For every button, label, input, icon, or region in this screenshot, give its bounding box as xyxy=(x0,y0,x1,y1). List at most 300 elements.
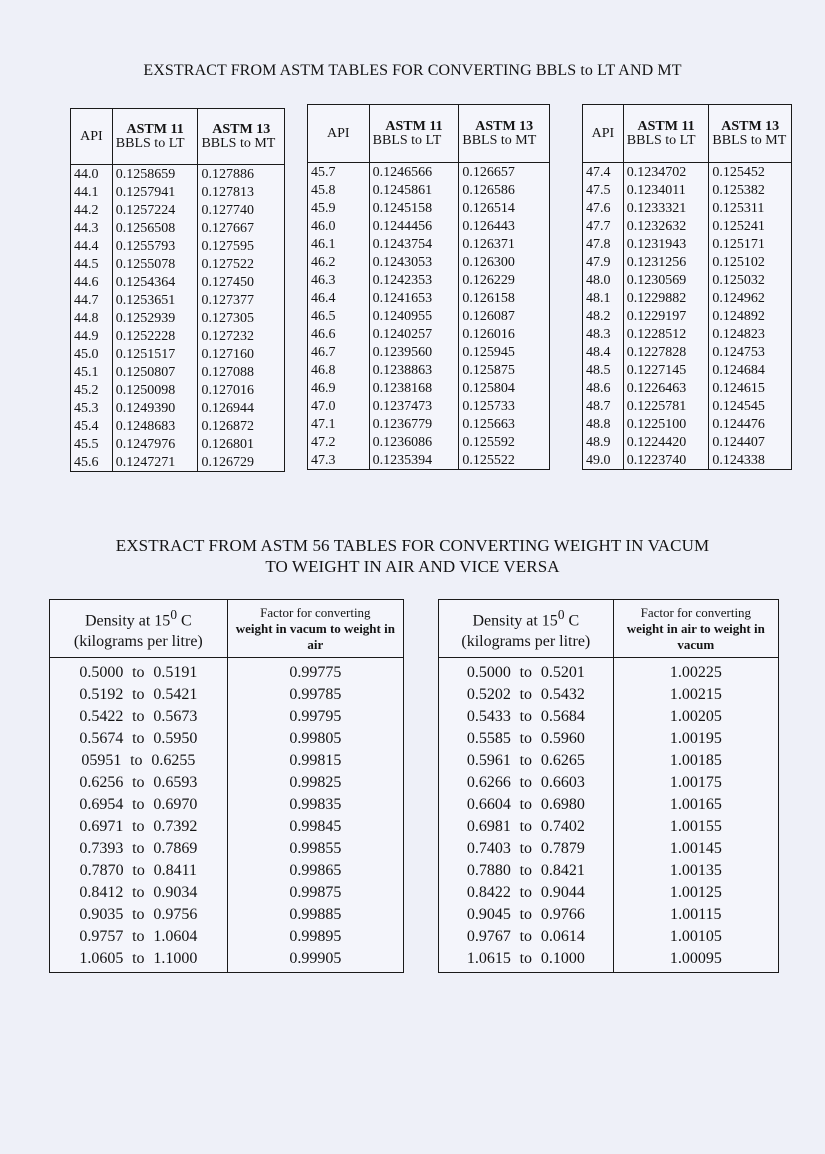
bbls-to-mt-cell: 0.126801 xyxy=(198,435,285,453)
density-from: 0.5585 xyxy=(466,729,511,747)
api-cell: 45.0 xyxy=(71,345,113,363)
table-row xyxy=(439,793,779,815)
factor-header: Factor for converting weight in vacum to weight in air xyxy=(227,600,403,658)
density-from: 0.5422 xyxy=(79,707,124,725)
title-bbls-conversion: EXSTRACT FROM ASTM TABLES FOR CONVERTING BBLS to LT AND MT xyxy=(143,62,682,79)
bbls-to-lt-cell: 0.1240955 xyxy=(369,307,459,325)
table-row xyxy=(439,683,779,705)
table-row xyxy=(583,433,792,451)
table-row xyxy=(308,271,550,289)
density-to: 0.9766 xyxy=(540,905,585,923)
factor-cell: 0.99885 xyxy=(227,903,403,925)
bbls-to-mt-cell: 0.127740 xyxy=(198,201,285,219)
table-row xyxy=(308,325,550,343)
api-cell: 45.3 xyxy=(71,399,113,417)
api-cell: 46.4 xyxy=(308,289,370,307)
density-range-cell xyxy=(439,749,614,771)
api-header: API xyxy=(583,105,624,163)
table-row xyxy=(439,658,779,684)
bbls-to-lt-cell: 0.1238168 xyxy=(369,379,459,397)
bbls-to-mt-cell: 0.124684 xyxy=(709,361,792,379)
bbls-to-lt-cell: 0.1250098 xyxy=(112,381,198,399)
density-to: 0.6980 xyxy=(540,795,585,813)
table-row xyxy=(308,415,550,433)
api-cell: 48.7 xyxy=(583,397,624,415)
density-range-cell xyxy=(50,749,228,771)
to-word: to xyxy=(519,795,533,813)
api-cell: 45.2 xyxy=(71,381,113,399)
bbls-to-mt-cell: 0.125733 xyxy=(459,397,550,415)
density-range-cell xyxy=(439,658,614,684)
factor-cell: 1.00205 xyxy=(613,705,778,727)
api-cell: 45.8 xyxy=(308,181,370,199)
bbls-to-mt-cell: 0.127886 xyxy=(198,165,285,184)
bbls-to-mt-cell: 0.125382 xyxy=(709,181,792,199)
factor-cell: 0.99795 xyxy=(227,705,403,727)
to-word: to xyxy=(132,949,145,967)
table-row xyxy=(71,327,285,345)
table-row xyxy=(583,307,792,325)
to-word: to xyxy=(519,729,533,747)
density-from: 0.6954 xyxy=(79,795,124,813)
to-word: to xyxy=(132,685,145,703)
bbls-to-mt-cell: 0.127160 xyxy=(198,345,285,363)
table-row xyxy=(71,363,285,381)
density-to: 0.7392 xyxy=(153,817,198,835)
api-table-3 xyxy=(582,104,792,470)
density-from: 0.6604 xyxy=(466,795,511,813)
api-cell: 48.3 xyxy=(583,325,624,343)
bbls-to-mt-cell: 0.125171 xyxy=(709,235,792,253)
table-row xyxy=(583,379,792,397)
bbls-to-lt-cell: 0.1255793 xyxy=(112,237,198,255)
bbls-to-lt-cell: 0.1227828 xyxy=(623,343,709,361)
astm11-header: ASTM 11 BBLS to LT xyxy=(369,105,459,163)
bbls-to-lt-cell: 0.1246566 xyxy=(369,163,459,182)
bbls-to-lt-cell: 0.1247976 xyxy=(112,435,198,453)
table-row xyxy=(71,435,285,453)
factor-cell: 0.99785 xyxy=(227,683,403,705)
bbls-to-lt-cell: 0.1231256 xyxy=(623,253,709,271)
table-row xyxy=(50,925,404,947)
table-row xyxy=(308,217,550,235)
density-from: 0.7870 xyxy=(79,861,124,879)
factor-cell: 1.00105 xyxy=(613,925,778,947)
table-row xyxy=(308,451,550,470)
bbls-to-mt-cell: 0.127813 xyxy=(198,183,285,201)
bbls-to-lt-cell: 0.1253651 xyxy=(112,291,198,309)
table-row xyxy=(71,237,285,255)
bbls-to-lt-cell: 0.1235394 xyxy=(369,451,459,470)
api-cell: 46.2 xyxy=(308,253,370,271)
table-row xyxy=(50,881,404,903)
density-range-cell xyxy=(50,683,228,705)
to-word: to xyxy=(130,751,143,769)
density-to: 0.7869 xyxy=(153,839,198,857)
bbls-to-lt-cell: 0.1256508 xyxy=(112,219,198,237)
api-cell: 44.9 xyxy=(71,327,113,345)
density-to: 0.6970 xyxy=(153,795,198,813)
density-to: 0.6603 xyxy=(540,773,585,791)
bbls-to-mt-cell: 0.126514 xyxy=(459,199,550,217)
density-range-cell xyxy=(439,705,614,727)
factor-cell: 0.99875 xyxy=(227,881,403,903)
bbls-to-lt-cell: 0.1234702 xyxy=(623,163,709,182)
api-cell: 47.3 xyxy=(308,451,370,470)
table-row xyxy=(439,749,779,771)
density-table-air-to-vacuum xyxy=(438,599,779,973)
table-row xyxy=(71,345,285,363)
density-from: 1.0615 xyxy=(466,949,511,967)
table-row xyxy=(439,903,779,925)
density-from: 0.9045 xyxy=(466,905,511,923)
bbls-to-lt-cell: 0.1229882 xyxy=(623,289,709,307)
table-row xyxy=(583,163,792,182)
density-to: 0.9756 xyxy=(153,905,198,923)
table-row xyxy=(308,433,550,451)
factor-cell: 1.00225 xyxy=(613,658,778,684)
factor-cell: 0.99845 xyxy=(227,815,403,837)
table-row xyxy=(71,309,285,327)
density-header: Density at $15^0$ C (kilograms per litre) xyxy=(50,600,228,658)
title-density-conversion-line2: TO WEIGHT IN AIR AND VICE VERSA xyxy=(265,557,560,576)
api-cell: 45.1 xyxy=(71,363,113,381)
api-cell: 45.6 xyxy=(71,453,113,472)
bbls-to-lt-cell: 0.1229197 xyxy=(623,307,709,325)
density-range-cell xyxy=(439,903,614,925)
table-row xyxy=(439,771,779,793)
bbls-to-lt-cell: 0.1225100 xyxy=(623,415,709,433)
density-from: 0.7880 xyxy=(466,861,511,879)
to-word: to xyxy=(519,839,533,857)
table-row xyxy=(583,253,792,271)
astm11-header: ASTM 11 BBLS to LT xyxy=(623,105,709,163)
factor-cell: 1.00145 xyxy=(613,837,778,859)
density-from: 0.6266 xyxy=(466,773,511,791)
table-row xyxy=(583,199,792,217)
api-cell: 48.1 xyxy=(583,289,624,307)
api-cell: 44.8 xyxy=(71,309,113,327)
table-row xyxy=(583,415,792,433)
density-range-cell xyxy=(439,683,614,705)
api-cell: 48.9 xyxy=(583,433,624,451)
factor-cell: 1.00175 xyxy=(613,771,778,793)
factor-cell: 0.99825 xyxy=(227,771,403,793)
density-from: 05951 xyxy=(81,751,122,769)
astm11-header: ASTM 11 BBLS to LT xyxy=(112,109,198,165)
factor-cell: 1.00165 xyxy=(613,793,778,815)
table-row xyxy=(439,705,779,727)
factor-cell: 1.00115 xyxy=(613,903,778,925)
api-cell: 44.3 xyxy=(71,219,113,237)
bbls-to-lt-cell: 0.1242353 xyxy=(369,271,459,289)
astm13-header: ASTM 13 BBLS to MT xyxy=(459,105,550,163)
api-header: API xyxy=(308,105,370,163)
bbls-to-mt-cell: 0.127305 xyxy=(198,309,285,327)
to-word: to xyxy=(132,861,145,879)
density-range-cell xyxy=(50,837,228,859)
to-word: to xyxy=(519,773,533,791)
bbls-to-mt-cell: 0.124892 xyxy=(709,307,792,325)
density-from: 0.5000 xyxy=(466,663,511,681)
bbls-to-lt-cell: 0.1250807 xyxy=(112,363,198,381)
bbls-to-mt-cell: 0.126729 xyxy=(198,453,285,472)
density-to: 0.9044 xyxy=(540,883,585,901)
bbls-to-lt-cell: 0.1223740 xyxy=(623,451,709,470)
density-from: 0.6971 xyxy=(79,817,124,835)
table-row xyxy=(308,199,550,217)
bbls-to-mt-cell: 0.125663 xyxy=(459,415,550,433)
table-row xyxy=(50,859,404,881)
factor-cell: 1.00095 xyxy=(613,947,778,973)
bbls-to-mt-cell: 0.127450 xyxy=(198,273,285,291)
factor-cell: 0.99865 xyxy=(227,859,403,881)
density-from: 0.9757 xyxy=(79,927,124,945)
to-word: to xyxy=(132,729,145,747)
density-from: 0.5961 xyxy=(466,751,511,769)
table-row xyxy=(583,289,792,307)
bbls-to-mt-cell: 0.127232 xyxy=(198,327,285,345)
table-row xyxy=(439,881,779,903)
api-cell: 47.9 xyxy=(583,253,624,271)
density-range-cell xyxy=(439,771,614,793)
table-row xyxy=(308,343,550,361)
bbls-to-lt-cell: 0.1226463 xyxy=(623,379,709,397)
bbls-to-lt-cell: 0.1249390 xyxy=(112,399,198,417)
density-range-cell xyxy=(50,903,228,925)
to-word: to xyxy=(519,927,533,945)
factor-cell: 0.99905 xyxy=(227,947,403,973)
density-header: Density at $15^0$ C (kilograms per litre) xyxy=(439,600,614,658)
bbls-to-lt-cell: 0.1231943 xyxy=(623,235,709,253)
bbls-to-mt-cell: 0.124753 xyxy=(709,343,792,361)
bbls-to-lt-cell: 0.1227145 xyxy=(623,361,709,379)
bbls-to-mt-cell: 0.127377 xyxy=(198,291,285,309)
to-word: to xyxy=(519,905,533,923)
bbls-to-mt-cell: 0.127522 xyxy=(198,255,285,273)
api-cell: 44.2 xyxy=(71,201,113,219)
to-word: to xyxy=(519,861,533,879)
density-range-cell xyxy=(439,881,614,903)
table-row xyxy=(583,343,792,361)
table-row xyxy=(439,837,779,859)
to-word: to xyxy=(519,707,533,725)
table-row xyxy=(308,163,550,182)
bbls-to-mt-cell: 0.124615 xyxy=(709,379,792,397)
density-from: 0.7393 xyxy=(79,839,124,857)
api-cell: 48.4 xyxy=(583,343,624,361)
bbls-to-mt-cell: 0.127667 xyxy=(198,219,285,237)
to-word: to xyxy=(132,773,145,791)
bbls-to-mt-cell: 0.126229 xyxy=(459,271,550,289)
bbls-to-lt-cell: 0.1251517 xyxy=(112,345,198,363)
factor-cell: 0.99855 xyxy=(227,837,403,859)
api-header: API xyxy=(71,109,113,165)
bbls-to-mt-cell: 0.126586 xyxy=(459,181,550,199)
density-to: 0.8421 xyxy=(540,861,585,879)
table-row xyxy=(50,705,404,727)
table-row xyxy=(50,947,404,973)
astm13-header: ASTM 13 BBLS to MT xyxy=(709,105,792,163)
factor-cell: 0.99895 xyxy=(227,925,403,947)
bbls-to-lt-cell: 0.1233321 xyxy=(623,199,709,217)
api-table-1 xyxy=(70,108,285,472)
density-range-cell xyxy=(50,881,228,903)
api-cell: 44.0 xyxy=(71,165,113,184)
bbls-to-lt-cell: 0.1241653 xyxy=(369,289,459,307)
api-table-2 xyxy=(307,104,550,470)
density-range-cell xyxy=(50,705,228,727)
table-row xyxy=(583,217,792,235)
bbls-to-mt-cell: 0.126016 xyxy=(459,325,550,343)
bbls-to-mt-cell: 0.125032 xyxy=(709,271,792,289)
table-row xyxy=(308,397,550,415)
bbls-to-mt-cell: 0.126300 xyxy=(459,253,550,271)
bbls-to-mt-cell: 0.126158 xyxy=(459,289,550,307)
api-cell: 45.9 xyxy=(308,199,370,217)
table-row xyxy=(71,273,285,291)
bbls-to-lt-cell: 0.1234011 xyxy=(623,181,709,199)
density-to: 0.6255 xyxy=(151,751,196,769)
api-cell: 47.8 xyxy=(583,235,624,253)
table-row xyxy=(71,417,285,435)
bbls-to-mt-cell: 0.124476 xyxy=(709,415,792,433)
bbls-to-lt-cell: 0.1255078 xyxy=(112,255,198,273)
api-cell: 46.3 xyxy=(308,271,370,289)
table-row xyxy=(71,201,285,219)
bbls-to-mt-cell: 0.124823 xyxy=(709,325,792,343)
to-word: to xyxy=(132,795,145,813)
to-word: to xyxy=(132,927,145,945)
density-to: 0.1000 xyxy=(540,949,585,967)
density-to: 0.6265 xyxy=(540,751,585,769)
density-from: 0.9035 xyxy=(79,905,124,923)
bbls-to-lt-cell: 0.1238863 xyxy=(369,361,459,379)
api-cell: 45.4 xyxy=(71,417,113,435)
bbls-to-mt-cell: 0.125592 xyxy=(459,433,550,451)
bbls-to-mt-cell: 0.125102 xyxy=(709,253,792,271)
bbls-to-mt-cell: 0.126872 xyxy=(198,417,285,435)
table-row xyxy=(308,235,550,253)
api-cell: 48.8 xyxy=(583,415,624,433)
factor-cell: 1.00215 xyxy=(613,683,778,705)
density-to: 0.7402 xyxy=(540,817,585,835)
bbls-to-lt-cell: 0.1254364 xyxy=(112,273,198,291)
density-from: 0.8422 xyxy=(466,883,511,901)
bbls-to-lt-cell: 0.1252228 xyxy=(112,327,198,345)
factor-cell: 0.99835 xyxy=(227,793,403,815)
bbls-to-mt-cell: 0.124338 xyxy=(709,451,792,470)
api-cell: 48.5 xyxy=(583,361,624,379)
table-row xyxy=(50,749,404,771)
density-range-cell xyxy=(50,859,228,881)
density-from: 0.5433 xyxy=(466,707,511,725)
bbls-to-mt-cell: 0.127016 xyxy=(198,381,285,399)
table-row xyxy=(308,307,550,325)
table-row xyxy=(583,397,792,415)
density-range-cell xyxy=(50,793,228,815)
api-cell: 47.0 xyxy=(308,397,370,415)
api-cell: 46.6 xyxy=(308,325,370,343)
bbls-to-mt-cell: 0.127088 xyxy=(198,363,285,381)
density-table-vacuum-to-air xyxy=(49,599,404,973)
density-range-cell xyxy=(50,727,228,749)
table-row xyxy=(583,235,792,253)
density-to: 0.0614 xyxy=(540,927,585,945)
density-range-cell xyxy=(439,947,614,973)
to-word: to xyxy=(519,663,533,681)
bbls-to-mt-cell: 0.124962 xyxy=(709,289,792,307)
density-to: 0.8411 xyxy=(153,861,198,879)
bbls-to-mt-cell: 0.127595 xyxy=(198,237,285,255)
api-cell: 46.5 xyxy=(308,307,370,325)
density-range-cell xyxy=(439,815,614,837)
density-from: 0.6256 xyxy=(79,773,124,791)
bbls-to-mt-cell: 0.125804 xyxy=(459,379,550,397)
to-word: to xyxy=(132,839,145,857)
api-cell: 46.8 xyxy=(308,361,370,379)
density-range-cell xyxy=(439,837,614,859)
to-word: to xyxy=(132,905,145,923)
to-word: to xyxy=(519,751,533,769)
bbls-to-lt-cell: 0.1232632 xyxy=(623,217,709,235)
density-range-cell xyxy=(439,925,614,947)
bbls-to-mt-cell: 0.126087 xyxy=(459,307,550,325)
factor-header: Factor for converting weight in air to weight in vacum xyxy=(613,600,778,658)
bbls-to-lt-cell: 0.1245158 xyxy=(369,199,459,217)
bbls-to-mt-cell: 0.124407 xyxy=(709,433,792,451)
bbls-to-lt-cell: 0.1258659 xyxy=(112,165,198,184)
api-cell: 45.7 xyxy=(308,163,370,182)
table-row xyxy=(583,271,792,289)
to-word: to xyxy=(132,707,145,725)
density-from: 0.9767 xyxy=(466,927,511,945)
to-word: to xyxy=(132,663,145,681)
table-row xyxy=(71,255,285,273)
density-from: 0.5202 xyxy=(466,685,511,703)
astm13-header: ASTM 13 BBLS to MT xyxy=(198,109,285,165)
density-from: 0.5000 xyxy=(79,663,124,681)
density-to: 0.5432 xyxy=(540,685,585,703)
density-from: 0.5192 xyxy=(79,685,124,703)
bbls-to-lt-cell: 0.1257941 xyxy=(112,183,198,201)
api-cell: 46.1 xyxy=(308,235,370,253)
table-row xyxy=(71,291,285,309)
bbls-to-lt-cell: 0.1248683 xyxy=(112,417,198,435)
bbls-to-mt-cell: 0.126657 xyxy=(459,163,550,182)
bbls-to-mt-cell: 0.124545 xyxy=(709,397,792,415)
to-word: to xyxy=(132,883,145,901)
bbls-to-lt-cell: 0.1247271 xyxy=(112,453,198,472)
table-row xyxy=(439,947,779,973)
factor-cell: 0.99815 xyxy=(227,749,403,771)
table-row xyxy=(71,453,285,472)
bbls-to-lt-cell: 0.1245861 xyxy=(369,181,459,199)
density-range-cell xyxy=(50,771,228,793)
table-row xyxy=(583,361,792,379)
api-cell: 47.1 xyxy=(308,415,370,433)
density-to: 0.5191 xyxy=(153,663,198,681)
factor-cell: 1.00125 xyxy=(613,881,778,903)
api-cell: 47.4 xyxy=(583,163,624,182)
density-from: 0.7403 xyxy=(466,839,511,857)
api-cell: 44.6 xyxy=(71,273,113,291)
table-row xyxy=(308,289,550,307)
api-cell: 48.6 xyxy=(583,379,624,397)
bbls-to-mt-cell: 0.125311 xyxy=(709,199,792,217)
density-to: 0.5950 xyxy=(153,729,198,747)
to-word: to xyxy=(519,949,533,967)
